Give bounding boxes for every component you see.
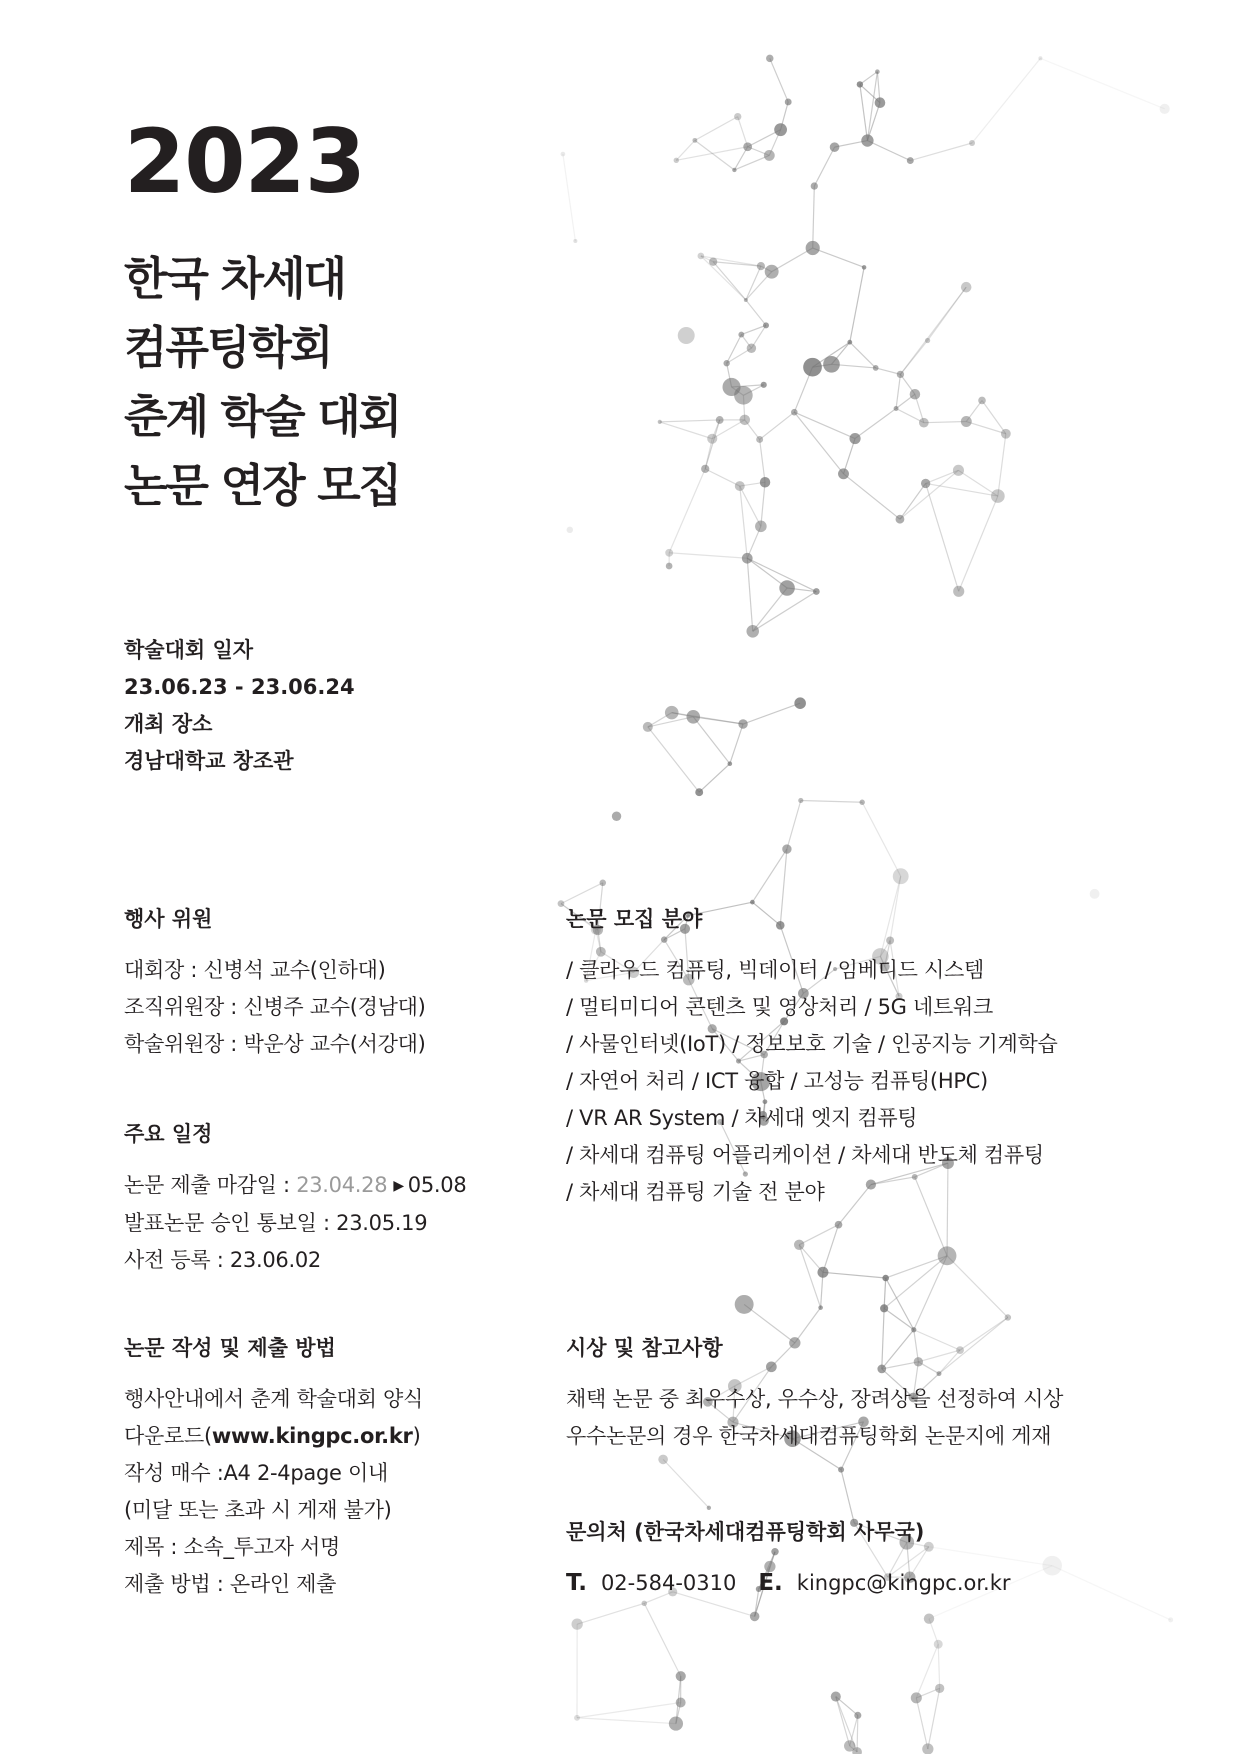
network-node <box>896 515 905 524</box>
network-link <box>705 469 740 486</box>
network-link <box>857 1715 858 1752</box>
network-node <box>665 706 679 720</box>
schedule-deadline <box>124 1167 466 1205</box>
network-link <box>663 1459 709 1507</box>
network-node <box>658 1455 668 1465</box>
network-node <box>674 158 679 163</box>
network-link <box>660 420 720 422</box>
network-node <box>573 239 577 243</box>
network-node <box>755 521 767 533</box>
network-link <box>648 727 699 792</box>
submission-page-limit: 작성 매수 :A4 2-4page 이내 <box>124 1461 388 1485</box>
network-node <box>794 1240 804 1250</box>
network-link <box>947 1256 1008 1318</box>
network-link <box>738 117 748 147</box>
network-link <box>862 802 901 876</box>
network-node <box>798 798 803 803</box>
network-node <box>676 1698 686 1708</box>
network-node <box>707 1506 711 1510</box>
network-node <box>791 409 798 416</box>
title-line-4: 논문 연장 모집 <box>124 459 401 512</box>
network-node <box>701 465 709 473</box>
network-node <box>658 420 662 424</box>
network-node <box>676 1671 686 1681</box>
network-link <box>855 409 896 439</box>
network-node <box>716 416 724 424</box>
network-node <box>794 697 806 709</box>
network-node <box>1005 1314 1011 1320</box>
network-link <box>867 141 910 161</box>
network-node <box>961 416 972 427</box>
network-link <box>982 400 1006 433</box>
network-node <box>765 265 779 279</box>
network-node <box>785 99 792 106</box>
topics-line: / 차세대 컴퓨팅 어플리케이션 / 차세대 반도체 컴퓨팅 <box>566 1143 1044 1167</box>
submission-title-format: 제목 : 소속_투고자 서명 <box>124 1535 340 1559</box>
topics-line: / 자연어 처리 / ICT 융합 / 고성능 컴퓨팅(HPC) <box>566 1069 988 1093</box>
network-node <box>875 97 886 108</box>
network-node <box>743 142 752 151</box>
network-node <box>756 436 763 443</box>
committee-academic-chair: 학술위원장 : 박운상 교수(서강대) <box>124 1032 426 1056</box>
network-node <box>907 157 914 164</box>
network-node <box>823 356 840 373</box>
network-link <box>794 412 843 474</box>
network-node <box>742 553 753 564</box>
network-node <box>738 719 747 728</box>
schedule-section <box>124 1119 466 1279</box>
network-link <box>814 147 834 186</box>
network-node <box>761 382 767 388</box>
network-link <box>886 1256 947 1278</box>
network-link <box>860 72 877 85</box>
network-link <box>914 1256 947 1330</box>
network-link <box>644 1603 680 1676</box>
network-link <box>813 186 815 248</box>
event-title <box>124 244 400 520</box>
network-node <box>686 710 700 724</box>
network-node <box>740 415 751 426</box>
network-node <box>728 761 733 766</box>
network-node <box>678 327 695 344</box>
network-link <box>734 155 769 170</box>
network-link <box>876 368 901 374</box>
network-node <box>1168 1617 1173 1622</box>
submission-download-line <box>124 1418 423 1455</box>
network-node <box>935 1684 944 1693</box>
network-node <box>893 868 909 884</box>
network-node <box>882 1275 889 1282</box>
network-link <box>928 1688 940 1749</box>
network-link <box>900 340 927 374</box>
network-node <box>953 465 964 476</box>
network-node <box>760 477 770 487</box>
network-node <box>838 1467 844 1473</box>
network-node <box>818 1305 823 1310</box>
network-link <box>998 434 1006 496</box>
contact-phone[interactable]: 02-584-0310 <box>600 1571 737 1595</box>
network-link <box>695 117 738 141</box>
network-link <box>841 1470 854 1523</box>
event-date-value: 23.06.23 - 23.06.24 <box>124 675 355 699</box>
schedule-preregistration: 사전 등록 : 23.06.02 <box>124 1248 321 1272</box>
network-link <box>794 412 855 438</box>
network-link <box>752 849 787 902</box>
network-node <box>732 168 736 172</box>
contact-email[interactable]: kingpc@kingpc.or.kr <box>796 1571 1011 1595</box>
network-link <box>563 154 575 241</box>
network-node <box>666 563 673 570</box>
network-node <box>847 340 852 345</box>
network-link <box>823 1272 886 1278</box>
network-node <box>567 527 573 533</box>
network-node <box>859 800 864 805</box>
network-node <box>961 282 972 293</box>
network-node <box>817 1267 828 1278</box>
network-link <box>713 262 746 300</box>
network-node <box>938 1246 957 1265</box>
awards-section <box>566 1333 1063 1455</box>
network-link <box>972 58 1040 143</box>
network-node <box>835 1221 843 1229</box>
network-link <box>938 1644 939 1688</box>
network-node <box>643 722 653 732</box>
network-node <box>953 586 964 597</box>
committee-section <box>124 904 426 1063</box>
network-link <box>577 1718 676 1724</box>
network-link <box>916 1698 928 1749</box>
network-link <box>867 72 877 141</box>
network-node <box>921 479 930 488</box>
network-node <box>698 253 705 260</box>
network-link <box>741 325 766 334</box>
network-node <box>922 1743 933 1754</box>
network-node <box>561 152 566 157</box>
network-node <box>831 1692 841 1702</box>
committee-heading: 행사 위원 <box>124 907 213 931</box>
network-node <box>779 580 795 596</box>
event-info <box>124 632 355 780</box>
network-node <box>910 389 921 400</box>
submission-template-line: 행사안내에서 춘계 학술대회 양식 <box>124 1387 423 1411</box>
network-node <box>744 298 748 302</box>
network-link <box>966 422 1006 434</box>
network-node <box>978 397 986 405</box>
topics-section <box>566 904 1057 1211</box>
title-line-2: 컴퓨팅학회 <box>124 321 332 374</box>
network-link <box>1052 1566 1170 1620</box>
network-link <box>660 422 712 439</box>
network-node <box>1090 889 1100 899</box>
event-year: 2023 <box>124 110 365 213</box>
network-node <box>612 812 621 821</box>
network-node <box>600 880 607 887</box>
network-node <box>897 371 904 378</box>
committee-organizing-chair: 조직위원장 : 신병주 교수(경남대) <box>124 995 426 1019</box>
network-link <box>884 1278 886 1308</box>
network-link <box>772 248 813 272</box>
network-link <box>850 267 864 342</box>
contact-section <box>566 1517 1011 1602</box>
network-link <box>699 764 730 792</box>
network-node <box>934 1640 943 1649</box>
network-node <box>734 386 753 405</box>
network-link <box>884 1308 914 1329</box>
network-node <box>873 365 879 371</box>
network-node <box>894 406 899 411</box>
network-node <box>849 433 860 444</box>
network-node <box>746 625 759 638</box>
network-link <box>669 469 705 553</box>
topics-heading: 논문 모집 분야 <box>566 907 703 931</box>
network-node <box>838 468 849 479</box>
network-link <box>760 439 765 482</box>
network-link <box>761 482 765 526</box>
download-prefix: 다운로드( <box>124 1424 212 1448</box>
network-node <box>1160 104 1170 114</box>
network-node <box>766 55 773 62</box>
network-node <box>669 1717 683 1731</box>
network-node <box>854 1712 861 1719</box>
network-node <box>574 1715 580 1721</box>
extension-arrow-icon: ▶ <box>393 1178 404 1194</box>
network-node <box>723 360 729 366</box>
event-venue-value: 경남대학교 창조관 <box>124 749 294 773</box>
network-link <box>746 266 761 300</box>
network-node <box>811 182 818 189</box>
network-node <box>830 142 840 152</box>
network-node <box>695 788 703 796</box>
network-node <box>924 1613 934 1623</box>
network-node <box>750 1612 760 1622</box>
network-link <box>843 474 899 519</box>
network-node <box>774 123 787 136</box>
schedule-heading: 주요 일정 <box>124 1122 213 1146</box>
download-suffix: ) <box>412 1424 421 1448</box>
network-node <box>862 265 867 270</box>
committee-chair: 대회장 : 신병석 교수(인하대) <box>124 958 386 982</box>
awards-line: 우수논문의 경우 한국차세대컴퓨팅학회 논문지에 게재 <box>566 1424 1052 1448</box>
network-node <box>735 1295 754 1314</box>
submission-method: 제출 방법 : 온라인 제출 <box>124 1572 337 1596</box>
network-link <box>799 1245 820 1308</box>
network-link <box>896 374 900 408</box>
network-link <box>884 1256 947 1309</box>
network-link <box>787 800 801 849</box>
network-node <box>734 113 741 120</box>
network-node <box>735 481 745 491</box>
network-node <box>709 258 717 266</box>
network-link <box>836 1697 850 1746</box>
schedule-notification: 발표논문 승인 통보일 : 23.05.19 <box>124 1211 428 1235</box>
network-link <box>753 588 787 631</box>
network-link <box>924 422 966 423</box>
network-node <box>572 1618 583 1629</box>
network-node <box>764 150 775 161</box>
network-node <box>558 900 565 907</box>
awards-line: 채택 논문 중 최우수상, 우수상, 장려상을 선정하여 시상 <box>566 1387 1064 1411</box>
network-link <box>959 496 998 591</box>
network-link <box>760 412 795 439</box>
download-url-link[interactable]: www.kingpc.or.kr <box>211 1424 413 1448</box>
network-node <box>861 134 873 146</box>
network-node <box>803 358 822 377</box>
network-link <box>910 143 972 161</box>
network-node <box>919 418 929 428</box>
contact-row <box>566 1565 1011 1602</box>
network-link <box>926 483 959 591</box>
network-link <box>746 300 766 325</box>
network-node <box>875 69 880 74</box>
network-node <box>857 81 863 87</box>
network-node <box>1001 429 1011 439</box>
network-node <box>665 549 673 557</box>
topics-line: / 클라우드 컴퓨팅, 빅데이터 / 임베디드 시스템 <box>566 958 984 982</box>
submission-heading: 논문 작성 및 제출 방법 <box>124 1336 336 1360</box>
topics-line: / 사물인터넷(IoT) / 정보보호 기술 / 인공지능 기계학습 <box>566 1032 1058 1056</box>
title-line-3: 춘계 학술 대회 <box>124 390 401 443</box>
network-link <box>753 592 817 632</box>
network-link <box>561 883 603 904</box>
submission-section <box>124 1333 423 1603</box>
network-link <box>577 1703 681 1718</box>
network-link <box>860 84 868 140</box>
deadline-old-date: 23.04.28 <box>296 1173 388 1197</box>
network-node <box>757 262 765 270</box>
network-node <box>911 1692 922 1703</box>
network-link <box>669 553 747 559</box>
network-node <box>747 344 756 353</box>
network-link <box>743 703 800 724</box>
network-node <box>813 588 820 595</box>
phone-key: T. <box>566 1570 587 1596</box>
network-link <box>577 1603 644 1624</box>
network-link <box>705 420 719 469</box>
network-link <box>693 717 743 724</box>
network-link <box>850 342 876 368</box>
network-node <box>806 241 820 255</box>
network-node <box>1038 56 1042 60</box>
deadline-new-date: 05.08 <box>407 1173 467 1197</box>
deadline-label: 논문 제출 마감일 : <box>124 1173 297 1197</box>
topics-line: / 멀티미디어 콘텐츠 및 영상처리 / 5G 네트워크 <box>566 995 993 1019</box>
contact-heading: 문의처 (한국차세대컴퓨팅학회 사무국) <box>566 1520 925 1544</box>
topics-line: / 차세대 컴퓨팅 기술 전 분야 <box>566 1180 825 1204</box>
event-date-label: 학술대회 일자 <box>124 638 254 662</box>
topics-line: / VR AR System / 차세대 엣지 컴퓨팅 <box>566 1106 918 1130</box>
network-link <box>730 724 743 764</box>
network-link <box>813 248 864 267</box>
network-link <box>926 483 998 496</box>
network-link <box>801 800 862 802</box>
network-node <box>969 140 975 146</box>
network-node <box>925 338 930 343</box>
network-link <box>1040 58 1164 109</box>
title-line-1: 한국 차세대 <box>124 252 346 305</box>
network-node <box>738 332 744 338</box>
network-link <box>747 558 752 631</box>
network-node <box>782 844 791 853</box>
network-node <box>763 322 769 328</box>
event-venue-label: 개최 장소 <box>124 712 213 736</box>
network-node <box>707 434 717 444</box>
network-node <box>1042 1556 1062 1576</box>
email-key: E. <box>758 1570 783 1596</box>
network-node <box>692 138 697 143</box>
network-node <box>880 1304 888 1312</box>
awards-heading: 시상 및 참고사항 <box>566 1336 723 1360</box>
submission-page-note: (미달 또는 초과 시 게재 불가) <box>124 1498 392 1522</box>
network-node <box>911 1327 916 1332</box>
network-link <box>770 58 788 102</box>
network-node <box>991 489 1005 503</box>
network-link <box>693 717 730 764</box>
